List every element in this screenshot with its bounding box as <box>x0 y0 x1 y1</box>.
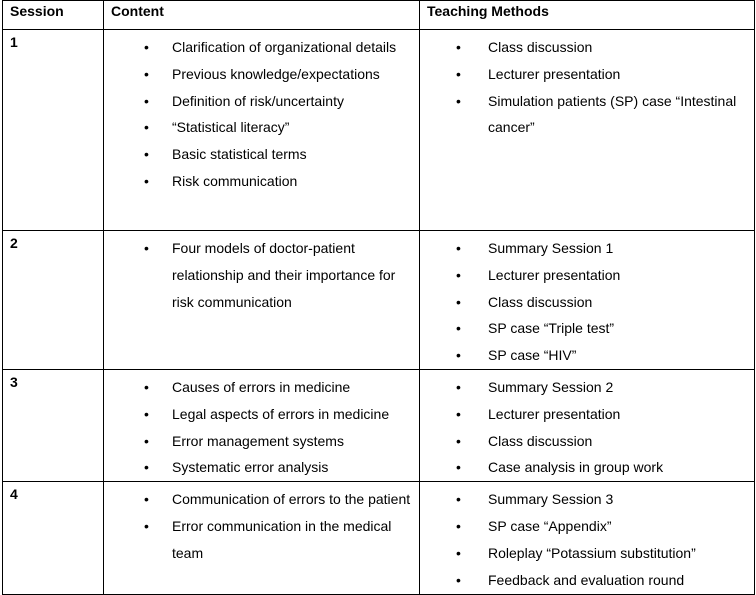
content-list <box>104 374 419 481</box>
bullet-icon: • <box>456 240 461 256</box>
list-item-text: Previous knowledge/expectations <box>172 65 380 82</box>
bullet-icon: • <box>456 405 461 422</box>
content-cell <box>104 369 420 481</box>
list-item <box>104 61 419 88</box>
content-list <box>104 235 419 315</box>
list-item-text: Error communication in the medical team <box>172 517 392 561</box>
list-item <box>104 88 419 115</box>
bullet-icon: • <box>456 491 461 508</box>
list-item-text: Four models of doctor-patient relationship and their importance for risk communication <box>172 240 396 310</box>
list-item <box>420 88 754 142</box>
list-item-text: Lecturer presentation <box>488 405 621 422</box>
bullet-icon: • <box>144 459 149 476</box>
teaching-methods-cell <box>420 482 755 595</box>
list-item-text: SP case “Appendix” <box>488 517 612 534</box>
list-item <box>420 315 754 342</box>
list-item-text: Feedback and evaluation round <box>488 571 685 588</box>
list-item-text: Communication of errors to the patient <box>172 491 411 508</box>
bullet-icon: • <box>456 517 461 534</box>
list-item <box>420 486 754 513</box>
list-item-text: Causes of errors in medicine <box>172 378 351 395</box>
course-schedule-table <box>2 0 755 595</box>
bullet-icon: • <box>144 146 149 163</box>
list-item-text: Simulation patients (SP) case “Intestinal cancer” <box>488 92 737 136</box>
bullet-icon: • <box>456 266 461 283</box>
bullet-icon: • <box>456 92 461 109</box>
list-item <box>420 34 754 61</box>
list-item-text: Summary Session 2 <box>488 378 614 395</box>
bullet-icon: • <box>144 491 149 508</box>
table-row <box>3 231 755 370</box>
methods-list <box>420 34 754 141</box>
bullet-icon: • <box>456 39 461 55</box>
list-item-text: Lecturer presentation <box>488 65 621 82</box>
list-item <box>420 374 754 401</box>
list-item-text: Case analysis in group work <box>488 459 664 476</box>
list-item <box>104 168 419 195</box>
teaching-methods-cell <box>420 369 755 481</box>
header-row <box>3 1 755 30</box>
list-item-text: Lecturer presentation <box>488 266 621 283</box>
list-item <box>420 567 754 594</box>
bullet-icon: • <box>144 39 149 55</box>
header-content: Content <box>104 1 420 30</box>
list-item <box>104 141 419 168</box>
list-item-text: SP case “Triple test” <box>488 320 615 337</box>
bullet-icon: • <box>456 432 461 449</box>
table-row <box>3 369 755 481</box>
list-item <box>104 513 419 567</box>
teaching-methods-cell <box>420 231 755 370</box>
list-item <box>420 454 754 481</box>
bullet-icon: • <box>144 65 149 82</box>
list-item <box>420 61 754 88</box>
content-cell <box>104 30 420 231</box>
bullet-icon: • <box>456 459 461 476</box>
list-item <box>420 235 754 262</box>
session-number: 1 <box>3 30 104 231</box>
bullet-icon: • <box>144 119 149 136</box>
bullet-icon: • <box>144 517 149 534</box>
bullet-icon: • <box>456 293 461 310</box>
list-item <box>104 428 419 455</box>
bullet-icon: • <box>144 92 149 109</box>
teaching-methods-cell <box>420 30 755 231</box>
list-item-text: Summary Session 3 <box>488 491 614 508</box>
methods-list <box>420 374 754 481</box>
list-item <box>420 428 754 455</box>
list-item-text: Summary Session 1 <box>488 240 614 256</box>
methods-list <box>420 486 754 593</box>
bullet-icon: • <box>144 432 149 449</box>
list-item-text: Class discussion <box>488 432 593 449</box>
list-item <box>104 486 419 513</box>
list-item-text: Clarification of organizational details <box>172 39 397 55</box>
bullet-icon: • <box>456 65 461 82</box>
table-row <box>3 482 755 595</box>
list-item <box>104 114 419 141</box>
table-row <box>3 30 755 231</box>
bullet-icon: • <box>456 571 461 588</box>
list-item <box>420 401 754 428</box>
header-teaching-methods: Teaching Methods <box>420 1 755 30</box>
bullet-icon: • <box>144 172 149 189</box>
bullet-icon: • <box>456 320 461 337</box>
list-item-text: Risk communication <box>172 172 298 189</box>
list-item-text: SP case “HIV” <box>488 347 577 364</box>
list-item <box>420 540 754 567</box>
list-item <box>104 454 419 481</box>
content-list <box>104 486 419 566</box>
list-item <box>104 374 419 401</box>
list-item-text: Basic statistical terms <box>172 146 307 163</box>
bullet-icon: • <box>456 544 461 561</box>
header-session: Session <box>3 1 104 30</box>
list-item-text: Legal aspects of errors in medicine <box>172 405 390 422</box>
list-item-text: Roleplay “Potassium substitution” <box>488 544 696 561</box>
list-item-text: Class discussion <box>488 293 593 310</box>
session-number: 3 <box>3 369 104 481</box>
content-list <box>104 34 419 195</box>
list-item-text: Error management systems <box>172 432 344 449</box>
list-item <box>420 262 754 289</box>
list-item <box>104 401 419 428</box>
list-item <box>420 513 754 540</box>
methods-list <box>420 235 754 369</box>
bullet-icon: • <box>144 240 149 256</box>
list-item-text: Definition of risk/uncertainty <box>172 92 344 109</box>
bullet-icon: • <box>456 378 461 395</box>
list-item <box>420 289 754 316</box>
bullet-icon: • <box>144 405 149 422</box>
bullet-icon: • <box>456 347 461 364</box>
list-item <box>420 342 754 369</box>
content-cell <box>104 231 420 370</box>
list-item-text: “Statistical literacy” <box>172 119 290 136</box>
list-item-text: Systematic error analysis <box>172 459 329 476</box>
list-item <box>104 34 419 61</box>
bullet-icon: • <box>144 378 149 395</box>
list-item-text: Class discussion <box>488 39 593 55</box>
session-number: 2 <box>3 231 104 370</box>
list-item <box>104 235 419 315</box>
session-number: 4 <box>3 482 104 595</box>
content-cell <box>104 482 420 595</box>
